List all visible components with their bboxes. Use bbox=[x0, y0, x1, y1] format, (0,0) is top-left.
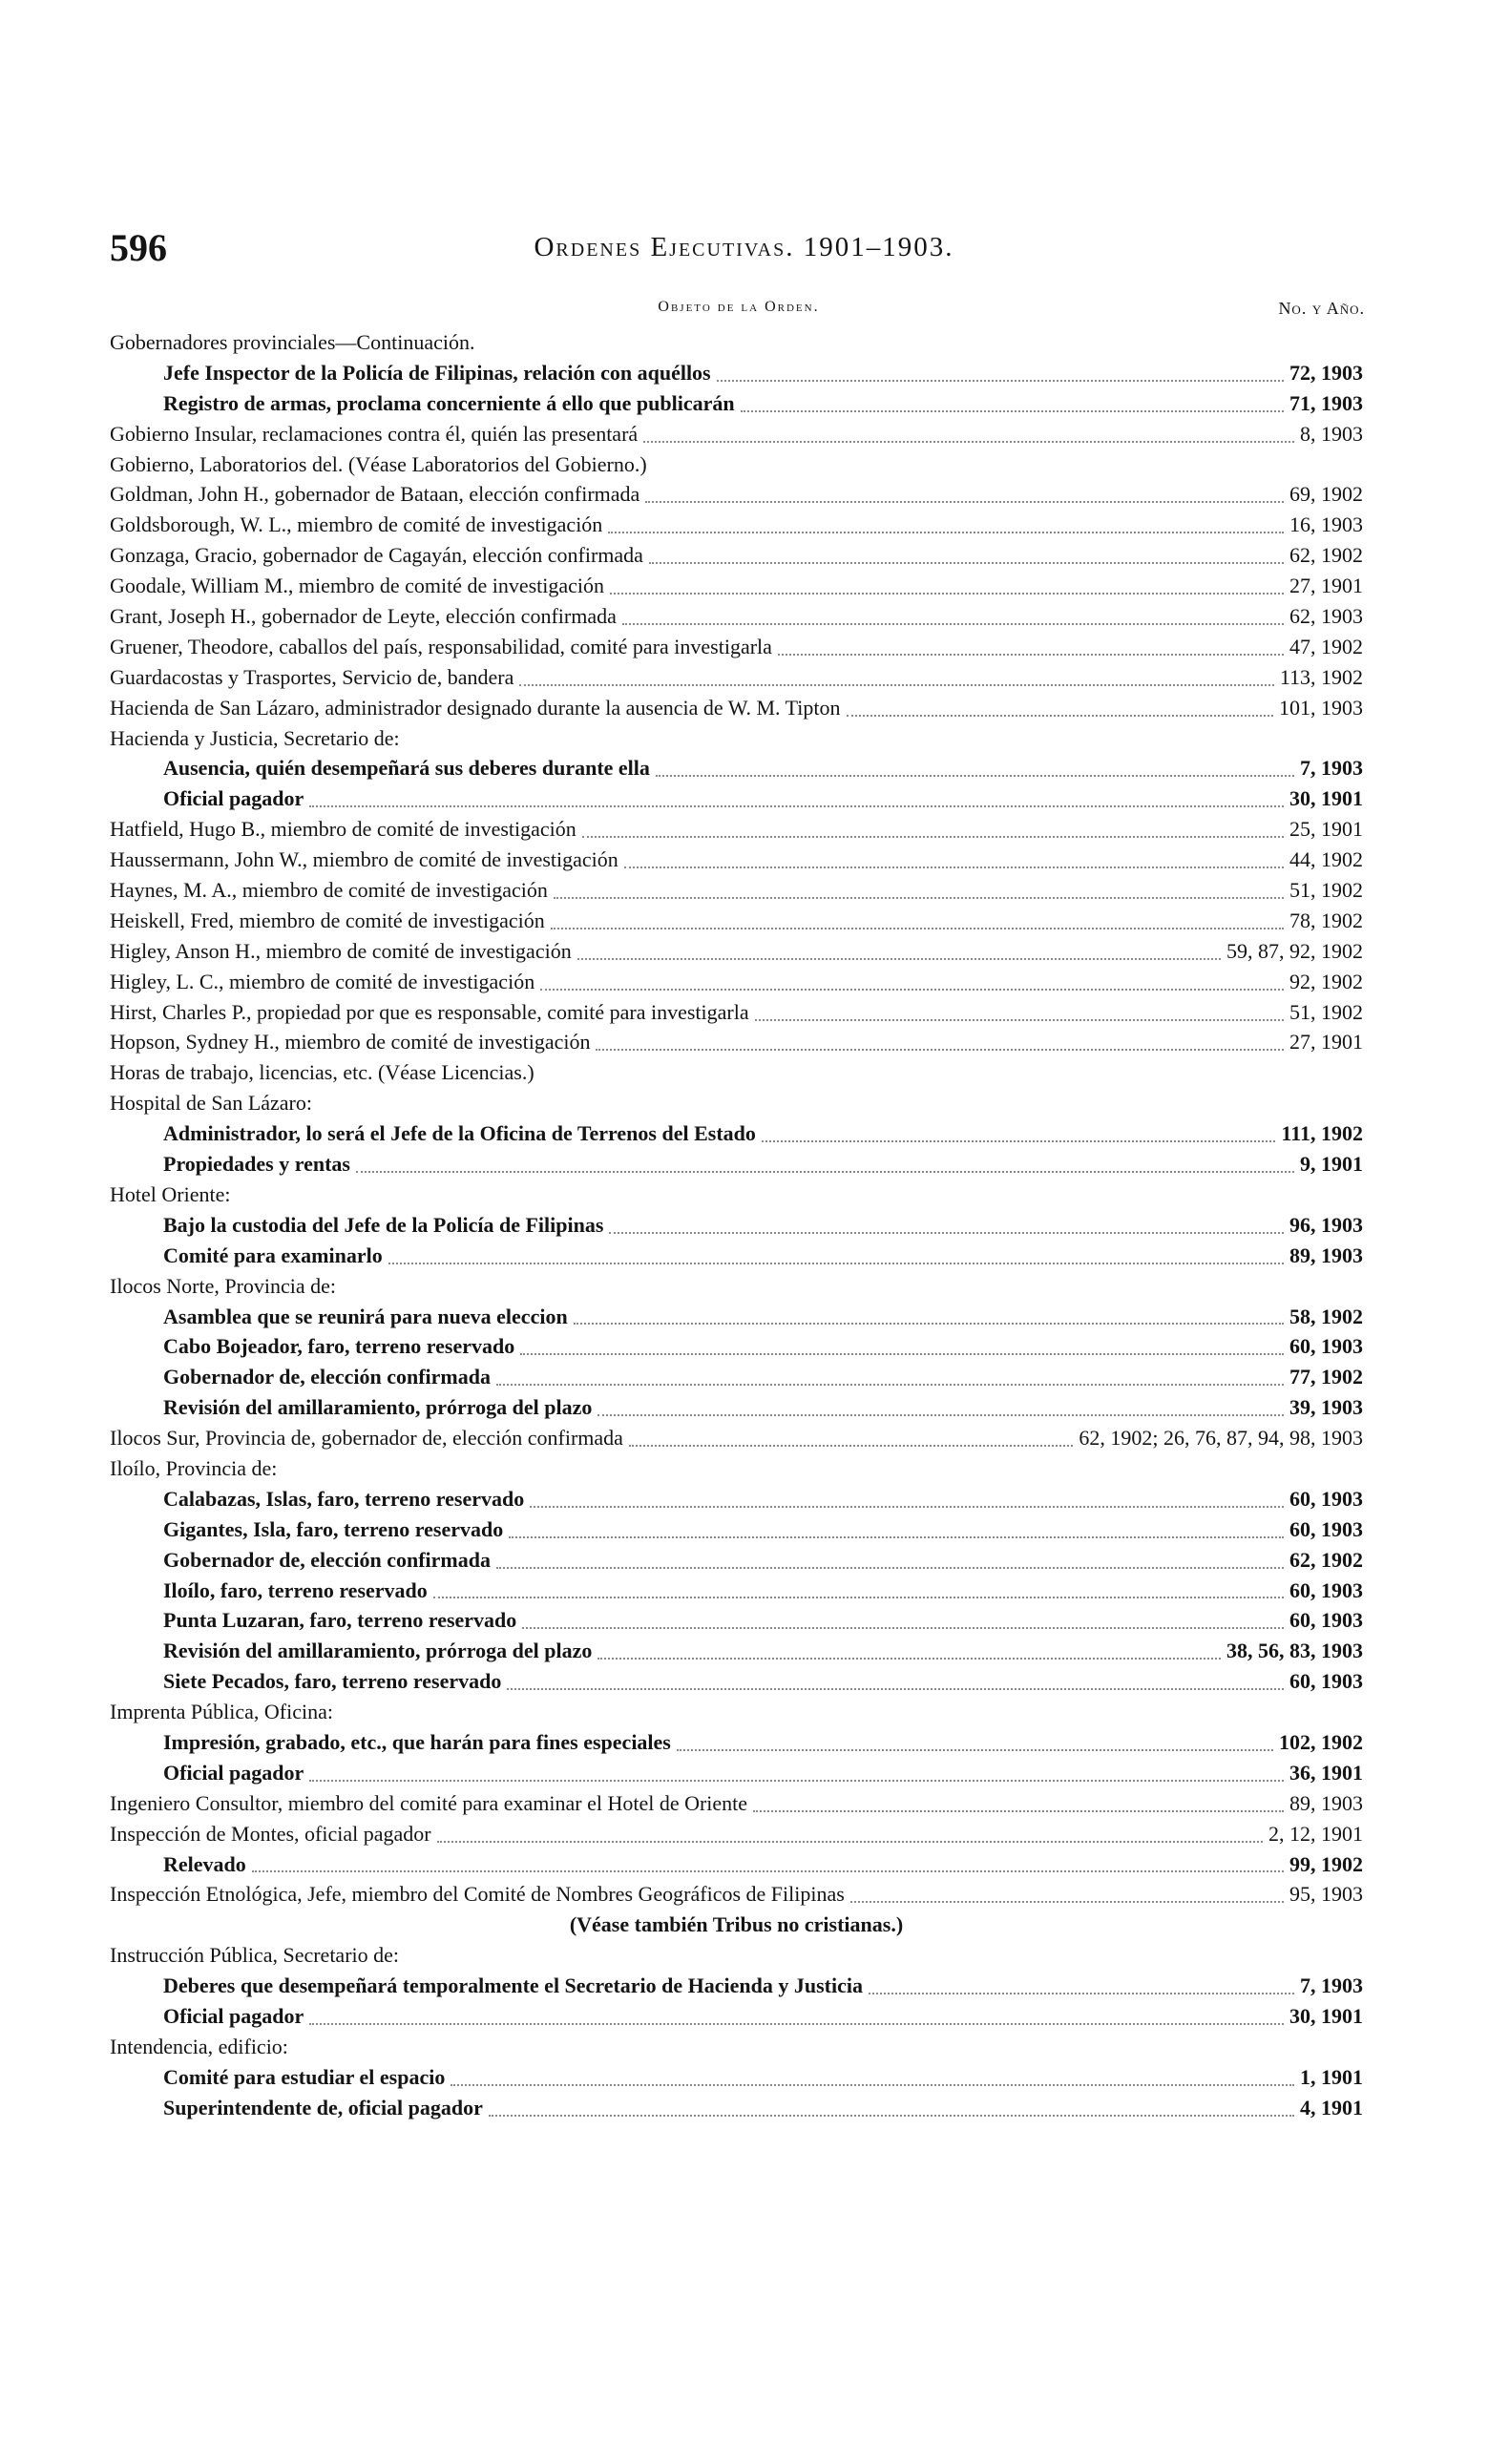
index-entry-text: Haussermann, John W., miembro de comité de investigación bbox=[110, 847, 618, 872]
index-entry bbox=[110, 2065, 1363, 2096]
index-entries bbox=[110, 330, 1363, 2126]
dot-leader bbox=[519, 684, 1273, 686]
dot-leader bbox=[522, 1627, 1284, 1629]
index-entry bbox=[110, 1852, 1363, 1883]
index-entry-text: Bajo la custodia del Jefe de la Policía de Filipinas bbox=[163, 1212, 604, 1237]
index-entry bbox=[110, 1761, 1363, 1791]
index-entry bbox=[110, 1365, 1363, 1395]
dot-leader bbox=[530, 1506, 1284, 1508]
index-entry bbox=[110, 1548, 1363, 1578]
index-entry-reference: 59, 87, 92, 1902 bbox=[1226, 938, 1363, 963]
dot-leader bbox=[309, 805, 1284, 807]
index-entry-reference: 51, 1902 bbox=[1289, 878, 1363, 903]
index-entry-text: Ilocos Norte, Provincia de: bbox=[110, 1273, 337, 1298]
dot-leader bbox=[433, 1597, 1284, 1598]
index-entry-reference: 60, 1903 bbox=[1289, 1608, 1363, 1633]
dot-leader bbox=[850, 1901, 1284, 1903]
index-entry bbox=[110, 696, 1363, 726]
dot-leader bbox=[551, 928, 1284, 929]
index-entry-reference: 101, 1903 bbox=[1279, 695, 1363, 720]
dot-leader bbox=[608, 532, 1284, 533]
dot-leader bbox=[309, 2023, 1284, 2025]
dot-leader bbox=[252, 1870, 1284, 1872]
index-entry-reference: 95, 1903 bbox=[1289, 1882, 1363, 1907]
index-entry-text: Comité para examinarlo bbox=[163, 1242, 383, 1267]
index-entry-reference: 60, 1903 bbox=[1289, 1334, 1363, 1359]
index-entry bbox=[110, 1943, 1363, 1973]
index-entry bbox=[110, 726, 1363, 757]
index-entry bbox=[110, 2004, 1363, 2035]
dot-leader bbox=[489, 2115, 1294, 2117]
dot-leader bbox=[437, 1841, 1263, 1843]
index-entry bbox=[110, 1700, 1363, 1730]
index-entry-reference: 72, 1903 bbox=[1289, 360, 1363, 385]
index-entry bbox=[110, 970, 1363, 1000]
dot-leader bbox=[624, 867, 1284, 868]
index-entry-reference: 36, 1901 bbox=[1289, 1760, 1363, 1785]
dot-leader bbox=[778, 654, 1284, 656]
dot-leader bbox=[582, 836, 1284, 838]
index-entry bbox=[110, 1456, 1363, 1487]
index-entry-reference: 71, 1903 bbox=[1289, 390, 1363, 415]
index-entry bbox=[110, 604, 1363, 635]
index-entry-text: Oficial pagador bbox=[163, 1760, 304, 1785]
index-entry-text: Siete Pecados, faro, terreno reservado bbox=[163, 1669, 502, 1694]
index-entry-reference: 8, 1903 bbox=[1300, 421, 1363, 446]
index-entry-reference: 102, 1902 bbox=[1279, 1729, 1363, 1754]
dot-leader bbox=[762, 1140, 1276, 1142]
dot-leader bbox=[577, 958, 1221, 960]
dot-leader bbox=[309, 1780, 1284, 1782]
index-entry-text: Gobernador de, elección confirmada bbox=[163, 1365, 491, 1389]
index-entry bbox=[110, 2035, 1363, 2065]
dot-leader bbox=[629, 1445, 1073, 1447]
index-entry-text: Gigantes, Isla, faro, terreno reservado bbox=[163, 1516, 504, 1541]
index-entry bbox=[110, 1608, 1363, 1639]
index-entry-text: Gobierno, Laboratorios del. (Véase Laboratorios del Gobierno.) bbox=[110, 451, 647, 476]
index-entry bbox=[110, 422, 1363, 452]
index-entry-text: Hatfield, Hugo B., miembro de comité de investigación bbox=[110, 817, 576, 842]
dot-leader bbox=[540, 989, 1284, 991]
index-entry-reference: 27, 1901 bbox=[1289, 1030, 1363, 1055]
index-entry-reference: 62, 1903 bbox=[1289, 604, 1363, 629]
dot-leader bbox=[847, 715, 1273, 717]
dot-leader bbox=[645, 501, 1284, 503]
index-entry-text: Hopson, Sydney H., miembro de comité de investigación bbox=[110, 1030, 591, 1055]
index-entry-text: Inspección Etnológica, Jefe, miembro del Comité de Nombres Geográficos de Filipinas bbox=[110, 1882, 845, 1907]
index-entry bbox=[110, 1152, 1363, 1182]
index-entry-text: Calabazas, Islas, faro, terreno reservado bbox=[163, 1486, 525, 1511]
index-entry-text: Superintendente de, oficial pagador bbox=[163, 2095, 483, 2119]
index-entry bbox=[110, 1305, 1363, 1335]
index-entry-text: Gobierno Insular, reclamaciones contra él, quién las presentará bbox=[110, 421, 639, 446]
index-entry-text: Hospital de San Lázaro: bbox=[110, 1091, 312, 1116]
index-entry-reference: 47, 1902 bbox=[1289, 634, 1363, 658]
dot-leader bbox=[610, 593, 1284, 595]
index-entry-text: Grant, Joseph H., gobernador de Leyte, elección confirmada bbox=[110, 604, 617, 629]
index-entry bbox=[110, 1669, 1363, 1700]
index-entry-reference: 30, 1901 bbox=[1289, 2003, 1363, 2028]
index-entry bbox=[110, 1791, 1363, 1822]
index-entry bbox=[110, 847, 1363, 878]
index-entry bbox=[110, 2096, 1363, 2126]
index-entry-reference: 1, 1901 bbox=[1300, 2064, 1363, 2089]
index-entry bbox=[110, 1274, 1363, 1305]
index-entry-text: Gruener, Theodore, caballos del país, responsabilidad, comité para investigarla bbox=[110, 634, 772, 658]
index-entry-text: Iloílo, faro, terreno reservado bbox=[163, 1577, 428, 1602]
index-entry-text: Iloílo, Provincia de: bbox=[110, 1455, 278, 1480]
dot-leader bbox=[622, 623, 1284, 625]
index-entry bbox=[110, 665, 1363, 696]
running-title: Ordenes Ejecutivas. 1901–1903. bbox=[534, 232, 954, 262]
index-entry bbox=[110, 512, 1363, 543]
index-entry-reference: 99, 1902 bbox=[1289, 1851, 1363, 1876]
index-entry-text: Registro de armas, proclama concerniente á ello que publicarán bbox=[163, 390, 735, 415]
index-entry-reference: 44, 1902 bbox=[1289, 847, 1363, 872]
index-entry-text: Heiskell, Fred, miembro de comité de investigación bbox=[110, 908, 545, 932]
index-entry bbox=[110, 1060, 1363, 1091]
index-entry bbox=[110, 1912, 1363, 1943]
index-entry-reference: 69, 1902 bbox=[1289, 482, 1363, 507]
index-entry-reference: 62, 1902 bbox=[1289, 1547, 1363, 1572]
index-entry bbox=[110, 361, 1363, 391]
index-entry-text: Comité para estudiar el espacio bbox=[163, 2064, 446, 2089]
index-entry-text: Gobernadores provinciales—Continuación. bbox=[110, 330, 475, 354]
dot-leader bbox=[388, 1263, 1284, 1264]
index-entry-text: Relevado bbox=[163, 1851, 246, 1876]
index-entry bbox=[110, 1730, 1363, 1761]
index-entry-reference: 25, 1901 bbox=[1289, 817, 1363, 842]
index-entry-text: Hotel Oriente: bbox=[110, 1181, 231, 1206]
index-entry bbox=[110, 1334, 1363, 1365]
dot-leader bbox=[520, 1353, 1284, 1355]
index-entry-text: Hacienda de San Lázaro, administrador designado durante la ausencia de W. M. Tipton bbox=[110, 695, 841, 720]
column-headers bbox=[113, 299, 1365, 327]
index-entry bbox=[110, 1639, 1363, 1669]
index-entry-text: Instrucción Pública, Secretario de: bbox=[110, 1943, 400, 1968]
index-entry-text: Gonzaga, Gracio, gobernador de Cagayán, elección confirmada bbox=[110, 543, 643, 568]
index-entry-reference: 111, 1902 bbox=[1281, 1121, 1363, 1146]
dot-leader bbox=[597, 1414, 1284, 1416]
index-entry bbox=[110, 1091, 1363, 1121]
index-entry-text: Administrador, lo será el Jefe de la Oficina de Terrenos del Estado bbox=[163, 1121, 756, 1146]
index-entry-text: Goldman, John H., gobernador de Bataan, elección confirmada bbox=[110, 482, 640, 507]
index-entry-reference: 39, 1903 bbox=[1289, 1395, 1363, 1420]
index-entry-reference: 89, 1903 bbox=[1289, 1242, 1363, 1267]
index-entry bbox=[110, 635, 1363, 665]
index-entry-reference: 2, 12, 1901 bbox=[1268, 1821, 1363, 1846]
index-entry-text: Ausencia, quién desempeñará sus deberes durante ella bbox=[163, 756, 650, 781]
index-entry-text: Intendencia, edificio: bbox=[110, 2034, 288, 2058]
index-entry bbox=[110, 939, 1363, 970]
index-entry-reference: 7, 1903 bbox=[1300, 1973, 1363, 1998]
index-entry bbox=[110, 817, 1363, 847]
dot-leader bbox=[596, 1049, 1284, 1051]
index-entry bbox=[110, 1882, 1363, 1912]
index-entry bbox=[110, 1243, 1363, 1274]
index-entry-text: Punta Luzaran, faro, terreno reservado bbox=[163, 1608, 517, 1633]
index-entry-text: Asamblea que se reunirá para nueva eleccion bbox=[163, 1304, 568, 1328]
index-entry-reference: 77, 1902 bbox=[1289, 1365, 1363, 1389]
index-entry bbox=[110, 543, 1363, 574]
index-entry-reference: 78, 1902 bbox=[1289, 908, 1363, 932]
index-entry bbox=[110, 1213, 1363, 1243]
index-entry bbox=[110, 452, 1363, 483]
dot-leader bbox=[496, 1567, 1284, 1569]
index-entry-text: Inspección de Montes, oficial pagador bbox=[110, 1821, 431, 1846]
index-entry-reference: 60, 1903 bbox=[1289, 1516, 1363, 1541]
dot-leader bbox=[451, 2084, 1294, 2086]
index-entry bbox=[110, 1973, 1363, 2004]
index-entry bbox=[110, 1395, 1363, 1426]
index-entry-reference: 30, 1901 bbox=[1289, 786, 1363, 811]
index-entry-reference: 60, 1903 bbox=[1289, 1669, 1363, 1694]
index-entry-text: Haynes, M. A., miembro de comité de investigación bbox=[110, 878, 548, 903]
index-entry bbox=[110, 391, 1363, 422]
index-entry bbox=[110, 330, 1363, 361]
index-entry-reference: 60, 1903 bbox=[1289, 1486, 1363, 1511]
dot-leader bbox=[643, 441, 1294, 443]
index-entry-text: Goldsborough, W. L., miembro de comité de investigación bbox=[110, 512, 603, 537]
dot-leader bbox=[717, 380, 1284, 382]
index-entry bbox=[110, 908, 1363, 939]
dot-leader bbox=[753, 1810, 1284, 1812]
index-entry-text: Propiedades y rentas bbox=[163, 1152, 350, 1177]
dot-leader bbox=[509, 1536, 1284, 1538]
index-entry-text: Deberes que desempeñará temporalmente el Secretario de Hacienda y Justicia bbox=[163, 1973, 863, 1998]
index-entry-reference: 92, 1902 bbox=[1289, 969, 1363, 993]
column-header-number: No. y Año. bbox=[1278, 299, 1365, 318]
index-entry-text: Revisión del amillaramiento, prórroga del plazo bbox=[163, 1639, 593, 1663]
index-entry-reference: 51, 1902 bbox=[1289, 999, 1363, 1024]
index-entry-text: Ilocos Sur, Provincia de, gobernador de, elección confirmada bbox=[110, 1426, 623, 1451]
index-entry bbox=[110, 878, 1363, 908]
index-entry-text: Higley, L. C., miembro de comité de investigación bbox=[110, 969, 535, 993]
index-entry-reference: 113, 1902 bbox=[1279, 664, 1363, 689]
dot-leader bbox=[597, 1658, 1221, 1660]
dot-leader bbox=[741, 410, 1284, 412]
dot-leader bbox=[869, 1993, 1294, 1994]
index-entry-reference: 38, 56, 83, 1903 bbox=[1226, 1639, 1363, 1663]
index-entry bbox=[110, 1030, 1363, 1060]
index-entry-text: Impresión, grabado, etc., que harán para fines especiales bbox=[163, 1729, 671, 1754]
dot-leader bbox=[574, 1323, 1284, 1325]
index-entry-text: Guardacostas y Trasportes, Servicio de, bandera bbox=[110, 664, 514, 689]
index-entry bbox=[110, 1000, 1363, 1031]
index-entry-text: Cabo Bojeador, faro, terreno reservado bbox=[163, 1334, 515, 1359]
index-entry bbox=[110, 786, 1363, 817]
index-entry bbox=[110, 1578, 1363, 1609]
index-entry-text: Ingeniero Consultor, miembro del comité para examinar el Hotel de Oriente bbox=[110, 1790, 748, 1815]
dot-leader bbox=[649, 562, 1284, 564]
index-entry bbox=[110, 756, 1363, 786]
dot-leader bbox=[507, 1688, 1284, 1690]
index-entry-text: Oficial pagador bbox=[163, 2003, 304, 2028]
index-entry-reference: 9, 1901 bbox=[1300, 1152, 1363, 1177]
dot-leader bbox=[496, 1384, 1284, 1386]
dot-leader bbox=[554, 897, 1284, 899]
dot-leader bbox=[755, 1019, 1284, 1021]
index-entry-reference: 96, 1903 bbox=[1289, 1212, 1363, 1237]
index-entry-text: Revisión del amillaramiento, prórroga del plazo bbox=[163, 1395, 593, 1420]
index-entry-reference: 27, 1901 bbox=[1289, 574, 1363, 598]
column-header-subject: Objeto de la Orden. bbox=[658, 299, 820, 315]
index-entry-text: Gobernador de, elección confirmada bbox=[163, 1547, 491, 1572]
index-entry bbox=[110, 482, 1363, 512]
index-entry-reference: 62, 1902; 26, 76, 87, 94, 98, 1903 bbox=[1079, 1426, 1363, 1451]
index-entry-reference: 7, 1903 bbox=[1300, 756, 1363, 781]
index-entry-text: Oficial pagador bbox=[163, 786, 304, 811]
dot-leader bbox=[656, 775, 1294, 777]
index-entry bbox=[110, 1426, 1363, 1456]
index-entry-reference: 89, 1903 bbox=[1289, 1790, 1363, 1815]
index-entry-reference: 60, 1903 bbox=[1289, 1577, 1363, 1602]
index-entry-reference: 4, 1901 bbox=[1300, 2095, 1363, 2119]
index-entry-text: Horas de trabajo, licencias, etc. (Véase Licencias.) bbox=[110, 1060, 534, 1085]
index-entry-text: Hacienda y Justicia, Secretario de: bbox=[110, 725, 400, 750]
index-entry bbox=[110, 1822, 1363, 1852]
index-entry-text: Goodale, William M., miembro de comité de investigación bbox=[110, 574, 605, 598]
index-entry-text: (Véase también Tribus no cristianas.) bbox=[569, 1912, 904, 1937]
index-entry-text: Hirst, Charles P., propiedad por que es responsable, comité para investigarla bbox=[110, 999, 749, 1024]
index-entry bbox=[110, 574, 1363, 604]
index-entry-reference: 16, 1903 bbox=[1289, 512, 1363, 537]
dot-leader bbox=[609, 1232, 1284, 1234]
index-entry bbox=[110, 1121, 1363, 1152]
page-number: 596 bbox=[110, 226, 167, 269]
index-entry-text: Higley, Anson H., miembro de comité de investigación bbox=[110, 938, 572, 963]
index-entry bbox=[110, 1517, 1363, 1548]
index-entry-reference: 62, 1902 bbox=[1289, 543, 1363, 568]
dot-leader bbox=[356, 1171, 1294, 1173]
index-entry-text: Imprenta Pública, Oficina: bbox=[110, 1700, 333, 1724]
index-entry bbox=[110, 1487, 1363, 1517]
index-entry-text: Jefe Inspector de la Policía de Filipinas, relación con aquéllos bbox=[163, 360, 711, 385]
index-entry-reference: 58, 1902 bbox=[1289, 1304, 1363, 1328]
index-entry bbox=[110, 1182, 1363, 1213]
dot-leader bbox=[677, 1749, 1273, 1751]
